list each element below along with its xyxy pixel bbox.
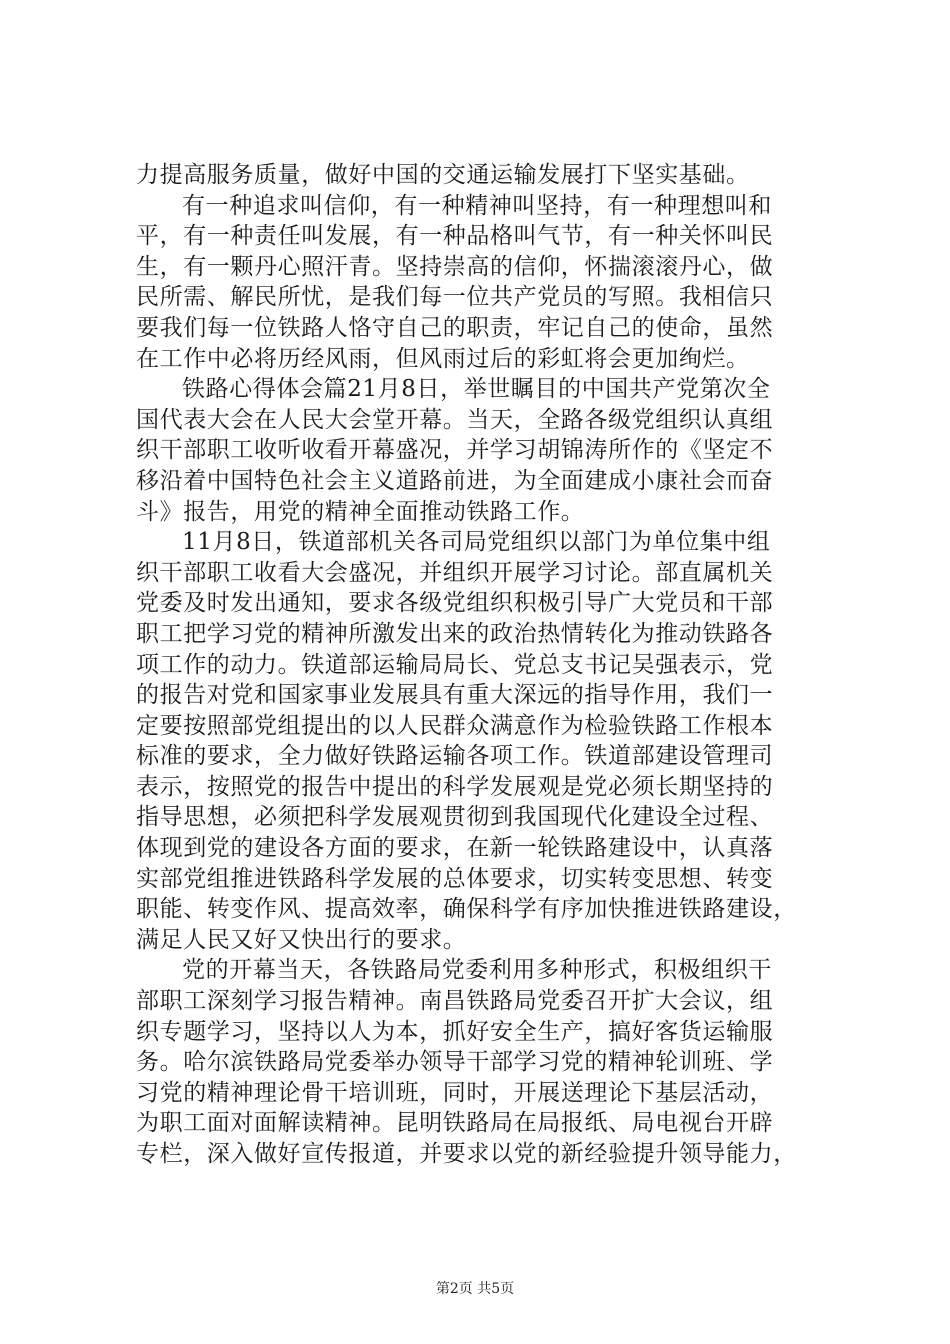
paragraph-start-line: 11月8日，铁道部机关各司局党组织以部门为单位集中组 — [182, 529, 771, 556]
paragraph-start-line: 党的开幕当天，各铁路局党委利用多种形式，积极组织干 — [182, 957, 772, 984]
text-line: 织专题学习，坚持以人为本，抓好安全生产，搞好客货运输服 — [136, 1018, 774, 1045]
paragraph-start-line: 铁路心得体会篇21月8日，举世瞩目的中国共产党第次全 — [182, 376, 771, 403]
text-line: 在工作中必将历经风雨，但风雨过后的彩虹将会更加绚烂。 — [136, 345, 750, 372]
text-line: 织干部职工收听收看开幕盛况，并学习胡锦涛所作的《坚定不 — [136, 437, 774, 464]
text-line: 部职工深刻学习报告精神。南昌铁路局党委召开扩大会议，组 — [136, 988, 774, 1015]
text-line: 要我们每一位铁路人恪守自己的职责，牢记自己的使命，虽然 — [136, 314, 774, 341]
text-line: 满足人民又好又快出行的要求。 — [136, 926, 467, 953]
text-line: 国代表大会在人民大会堂开幕。当天，全路各级党组织认真组 — [136, 406, 774, 433]
text-line: 民所需、解民所忧，是我们每一位共产党员的写照。我相信只 — [136, 284, 774, 311]
text-line: 体现到党的建设各方面的要求，在新一轮铁路建设中，认真落 — [136, 835, 774, 862]
document-body — [136, 160, 816, 1170]
text-line: 斗》报告，用党的精神全面推动铁路工作。 — [136, 498, 585, 525]
paragraph-start-line: 有一种追求叫信仰，有一种精神叫坚持，有一种理想叫和 — [182, 192, 772, 219]
text-line: 党委及时发出通知，要求各级党组织积极引导广大党员和干部 — [136, 590, 774, 617]
text-line: 习党的精神理论骨干培训班，同时，开展送理论下基层活动， — [136, 1079, 774, 1106]
text-line: 实部党组推进铁路科学发展的总体要求，切实转变思想、转变 — [136, 865, 774, 892]
text-line: 生，有一颗丹心照汗青。坚持崇高的信仰，怀揣滚滚丹心，做 — [136, 253, 774, 280]
text-line: 织干部职工收看大会盛况，并组织开展学习讨论。部直属机关 — [136, 559, 774, 586]
text-line: 力提高服务质量，做好中国的交通运输发展打下坚实基础。 — [136, 162, 750, 188]
text-line: 专栏，深入做好宣传报道，并要求以党的新经验提升领导能力， — [136, 1141, 797, 1167]
text-line: 职能、转变作风、提高效率，确保科学有序加快推进铁路建设， — [136, 896, 797, 923]
text-line: 职工把学习党的精神所激发出来的政治热情转化为推动铁路各 — [136, 620, 774, 647]
text-line: 指导思想，必须把科学发展观贯彻到我国现代化建设全过程、 — [136, 804, 774, 831]
page-number-footer: 第2页 共5页 — [435, 1281, 515, 1297]
text-line: 的报告对党和国家事业发展具有重大深远的指导作用，我们一 — [136, 682, 774, 709]
text-line: 平，有一种责任叫发展，有一种品格叫气节，有一种关怀叫民 — [136, 223, 774, 250]
text-line: 定要按照部党组提出的以人民群众满意作为检验铁路工作根本 — [136, 712, 774, 739]
text-line: 务。哈尔滨铁路局党委举办领导干部学习党的精神轮训班、学 — [136, 1049, 774, 1076]
text-line: 项工作的动力。铁道部运输局局长、党总支书记吴强表示，党 — [136, 651, 774, 678]
text-line: 标准的要求，全力做好铁路运输各项工作。铁道部建设管理司 — [136, 743, 774, 770]
text-line: 表示，按照党的报告中提出的科学发展观是党必须长期坚持的 — [136, 773, 774, 800]
text-line: 移沿着中国特色社会主义道路前进，为全面建成小康社会而奋 — [136, 467, 774, 494]
text-line: 为职工面对面解读精神。昆明铁路局在局报纸、局电视台开辟 — [136, 1110, 774, 1137]
